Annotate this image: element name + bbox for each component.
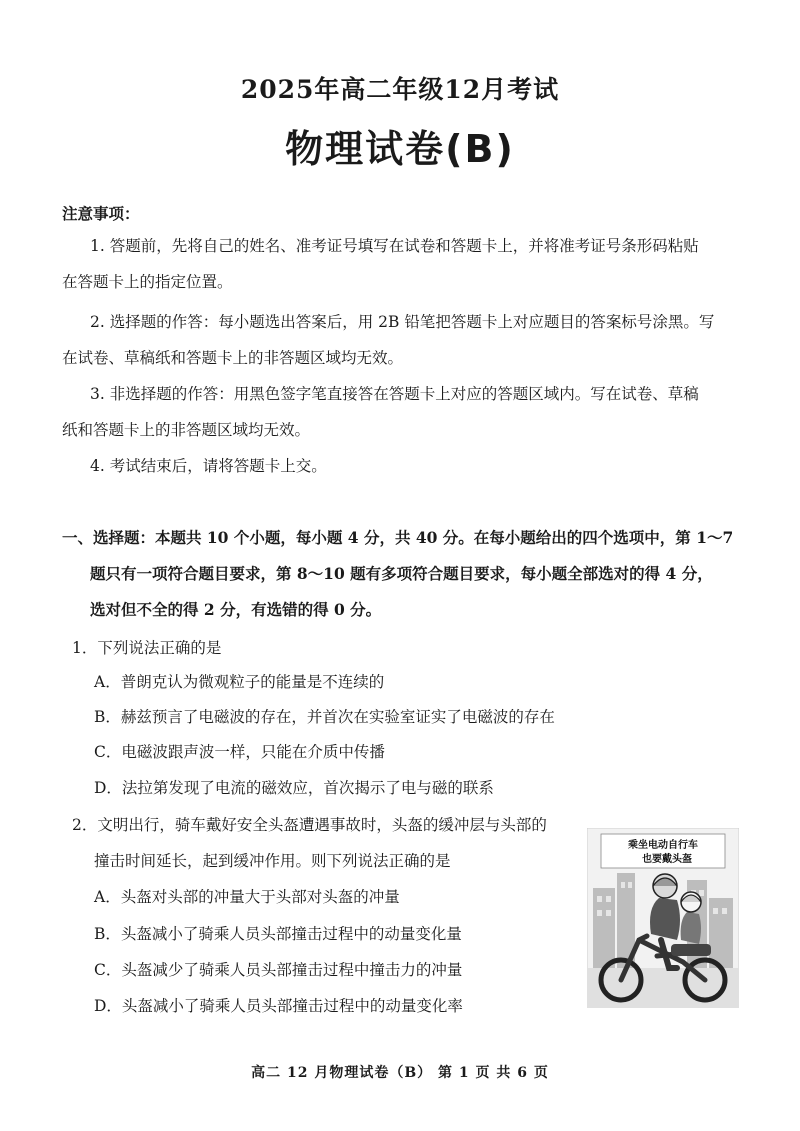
section-1-instruction-line-3: 选对但不全的得 2 分，有选错的得 0 分。 <box>90 600 382 619</box>
question-1-option-d: D．法拉第发现了电流的磁效应，首次揭示了电与磁的联系 <box>94 779 494 797</box>
question-2-option-c: C．头盔减少了骑乘人员头部撞击过程中撞击力的冲量 <box>94 961 463 979</box>
page-footer: 高二 12 月物理试卷（B） 第 1 页 共 6 页 <box>251 1065 549 1081</box>
notice-item-2-line-2: 在试卷、草稿纸和答题卡上的非答题区域均无效。 <box>62 349 404 367</box>
notice-item-1-line-2: 在答题卡上的指定位置。 <box>62 273 233 291</box>
question-1-option-a: A．普朗克认为微观粒子的能量是不连续的 <box>94 673 385 691</box>
notice-item-2-line-1: 2. 选择题的作答：每小题选出答案后，用 2B 铅笔把答题卡上对应题目的答案标号涂黑。写 <box>90 313 715 331</box>
exam-title: 2025年高二年级12月考试 <box>240 75 560 104</box>
question-1-option-b: B．赫兹预言了电磁波的存在，并首次在实验室证实了电磁波的存在 <box>94 708 555 726</box>
poster-slogan-line-1: 乘坐电动自行车 <box>628 840 698 851</box>
section-1-instruction-line-1: 一、选择题：本题共 10 个小题，每小题 4 分，共 40 分。在每小题给出的四个选项中，第 1～7 <box>62 528 734 547</box>
subject-title: 物理试卷(B) <box>285 127 515 171</box>
question-1-option-c: C．电磁波跟声波一样，只能在介质中传播 <box>94 743 385 761</box>
section-1-instruction-line-2: 题只有一项符合题目要求，第 8～10 题有多项符合题目要求，每小题全部选对的得 4 分， <box>90 564 713 583</box>
question-2-option-a: A．头盔对头部的冲量大于头部对头盔的冲量 <box>94 888 400 906</box>
question-1-stem: 1．下列说法正确的是 <box>72 639 222 657</box>
notice-item-3-line-1: 3. 非选择题的作答：用黑色签字笔直接答在答题卡上对应的答题区域内。写在试卷、草稿 <box>90 385 699 403</box>
helmet-poster-svg <box>587 828 739 1008</box>
notice-item-1-line-1: 1. 答题前，先将自己的姓名、准考证号填写在试卷和答题卡上，并将准考证号条形码粘贴 <box>90 237 699 255</box>
notice-item-3-line-2: 纸和答题卡上的非答题区域均无效。 <box>62 421 311 439</box>
helmet-poster-illustration <box>587 828 739 1008</box>
passenger-figure <box>681 912 701 944</box>
poster-slogan-line-2: 也要戴头盔 <box>642 854 692 865</box>
rider-figure <box>650 898 680 940</box>
question-2-stem-line-1: 2．文明出行，骑车戴好安全头盔遭遇事故时，头盔的缓冲层与头部的 <box>72 816 547 834</box>
question-2-option-d: D．头盔减小了骑乘人员头部撞击过程中的动量变化率 <box>94 997 463 1015</box>
notice-heading: 注意事项： <box>62 205 140 223</box>
question-2-stem-line-2: 撞击时间延长，起到缓冲作用。则下列说法正确的是 <box>94 852 451 870</box>
question-2-option-b: B．头盔减小了骑乘人员头部撞击过程中的动量变化量 <box>94 925 462 943</box>
notice-item-4: 4. 考试结束后，请将答题卡上交。 <box>90 457 327 475</box>
